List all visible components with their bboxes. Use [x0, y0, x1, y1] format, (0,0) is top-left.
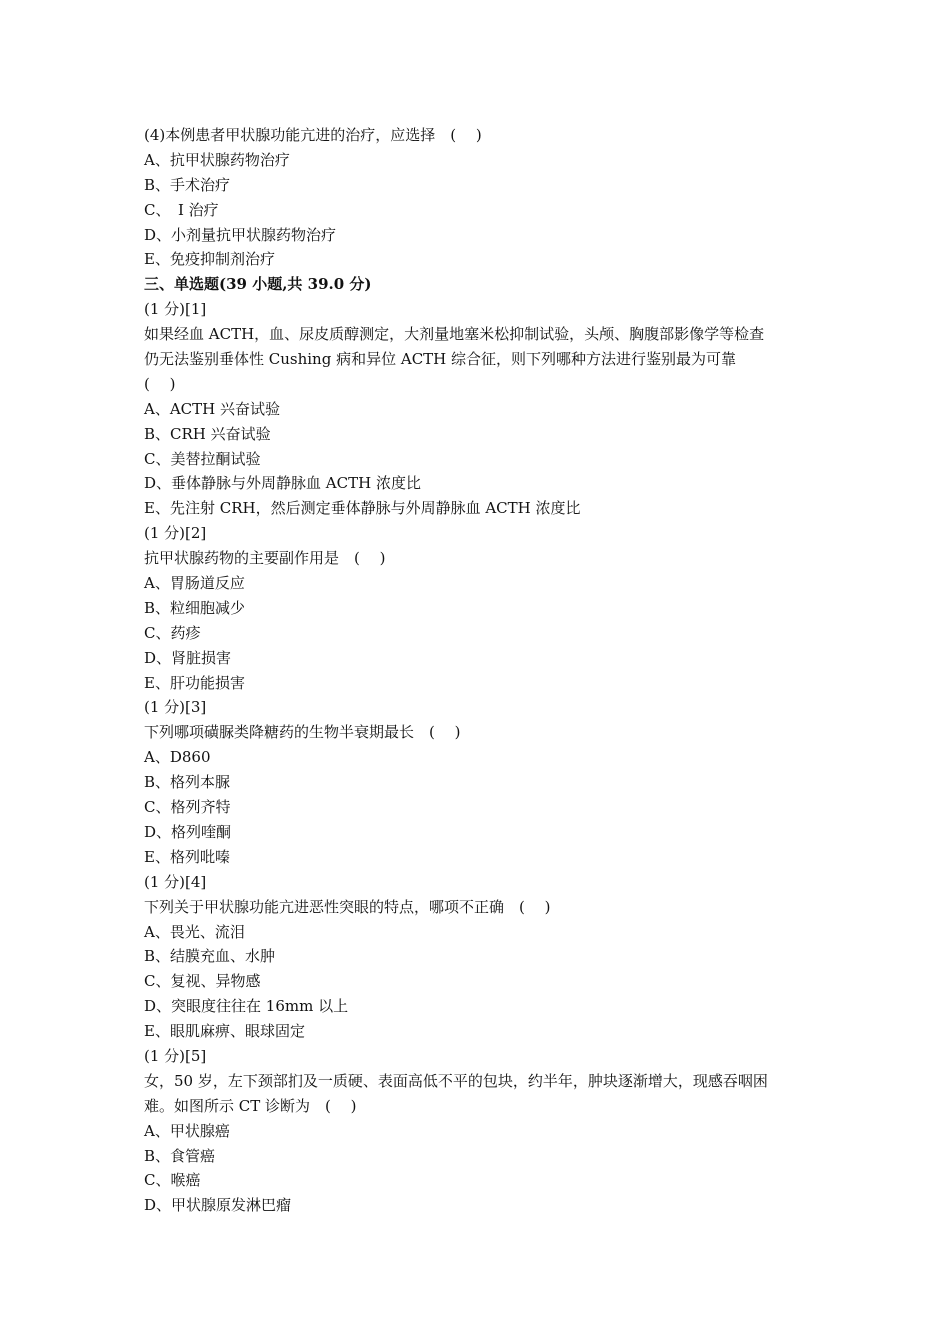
q5-stem-line-2: 难。如图所示 CT 诊断为 ( ): [144, 1096, 357, 1115]
q4b-option-b: B、结膜充血、水肿: [144, 947, 276, 966]
q2-option-d: D、肾脏损害: [144, 648, 232, 667]
q3-stem: 下列哪项磺脲类降糖药的生物半衰期最长 ( ): [144, 723, 461, 742]
q3-option-a: A、D860: [144, 748, 211, 767]
q4b-option-e: E、眼肌麻痹、眼球固定: [144, 1022, 305, 1041]
q4-option-d: D、小剂量抗甲状腺药物治疗: [144, 225, 337, 244]
q2-option-b: B、粒细胞减少: [144, 598, 246, 617]
q3-option-e: E、格列吡嗪: [144, 847, 230, 866]
q2-option-e: E、肝功能损害: [144, 673, 245, 692]
q2-stem: 抗甲状腺药物的主要副作用是 ( ): [144, 549, 386, 568]
q4-option-a: A、抗甲状腺药物治疗: [144, 150, 290, 169]
q4-stem: (4)本例患者甲状腺功能亢进的治疗，应选择 ( ): [144, 126, 482, 144]
q4b-option-d: D、突眼度往往在 16mm 以上: [144, 997, 349, 1016]
q2-option-c: C、药疹: [144, 623, 201, 642]
q1-score: (1 分)[1]: [144, 300, 207, 319]
q4b-option-a: A、畏光、流泪: [144, 922, 245, 941]
q1-stem-line-2: 仍无法鉴别垂体性 Cushing 病和异位 ACTH 综合征，则下列哪种方法进行鉴别最为可靠: [144, 350, 737, 369]
q3-score: (1 分)[3]: [144, 698, 207, 717]
section-heading: 三、单选题(39 小题,共 39.0 分): [144, 275, 372, 294]
q1-option-b: B、CRH 兴奋试验: [144, 424, 271, 443]
q4-option-e: E、免疫抑制剂治疗: [144, 250, 275, 269]
q5-option-a: A、甲状腺癌: [144, 1121, 230, 1140]
q3-option-b: B、格列本脲: [144, 773, 231, 792]
q4-option-c: C、 I 治疗: [144, 200, 219, 219]
q5-option-d: D、甲状腺原发淋巴瘤: [144, 1196, 292, 1215]
q3-option-d: D、格列喹酮: [144, 822, 232, 841]
document-page: [144, 123, 814, 1218]
q1-option-d: D、垂体静脉与外周静脉血 ACTH 浓度比: [144, 474, 421, 493]
q1-stem-line-3: ( ): [144, 374, 176, 393]
q5-stem-line-1: 女，50 岁，左下颈部扪及一质硬、表面高低不平的包块，约半年，肿块逐渐增大，现感吞咽困: [144, 1071, 768, 1090]
q1-option-a: A、ACTH 兴奋试验: [144, 399, 280, 418]
q4b-option-c: C、复视、异物感: [144, 972, 261, 991]
q4-option-b: B、手术治疗: [144, 175, 231, 194]
q2-option-a: A、胃肠道反应: [144, 574, 245, 593]
q1-option-c: C、美替拉酮试验: [144, 449, 261, 468]
q3-option-c: C、格列齐特: [144, 798, 231, 817]
q2-score: (1 分)[2]: [144, 524, 207, 543]
q5-score: (1 分)[5]: [144, 1046, 207, 1065]
q1-option-e: E、先注射 CRH，然后测定垂体静脉与外周静脉血 ACTH 浓度比: [144, 499, 581, 518]
q4b-score: (1 分)[4]: [144, 872, 207, 891]
q1-stem-line-1: 如果经血 ACTH，血、尿皮质醇测定，大剂量地塞米松抑制试验，头颅、胸腹部影像学等检查: [144, 325, 765, 344]
q5-option-c: C、喉癌: [144, 1171, 201, 1190]
q4b-stem: 下列关于甲状腺功能亢进恶性突眼的特点，哪项不正确 ( ): [144, 897, 551, 916]
q5-option-b: B、食管癌: [144, 1146, 216, 1165]
